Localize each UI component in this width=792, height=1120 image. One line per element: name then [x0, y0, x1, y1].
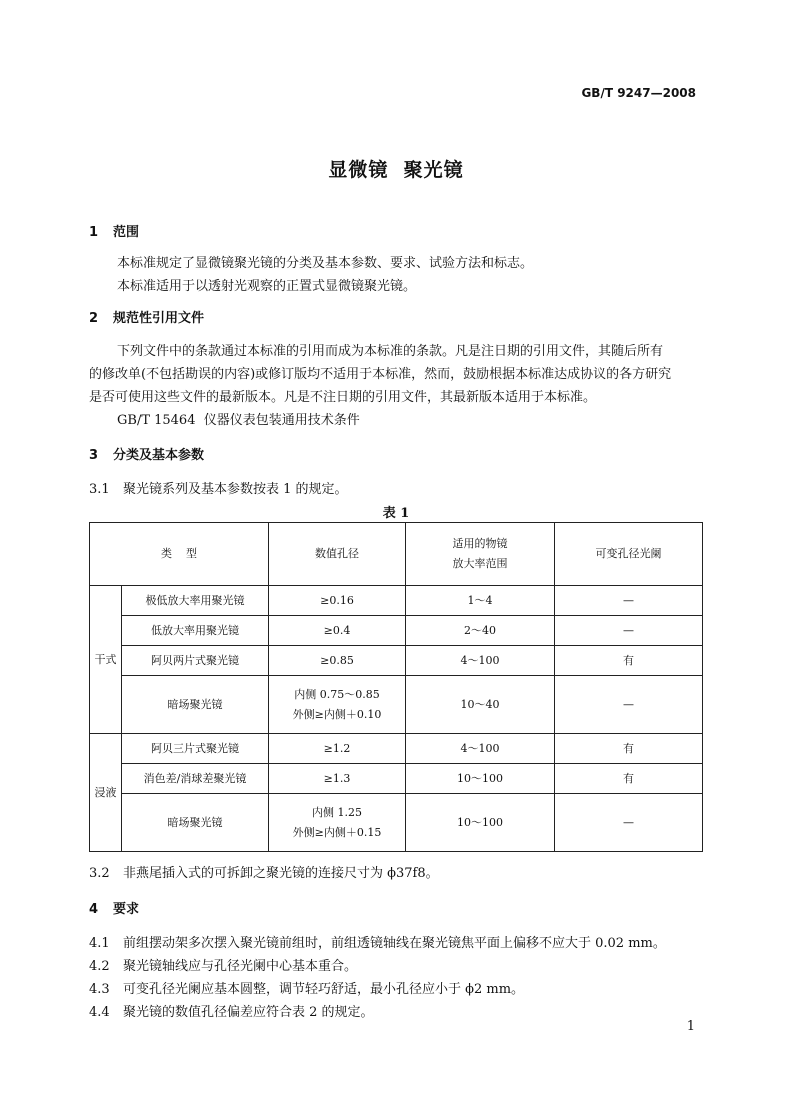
references-paragraph-line-3: 是否可使用这些文件的最新版本。凡是不注日期的引用文件，其最新版本适用于本标准。 — [89, 390, 597, 405]
table-row — [90, 646, 703, 676]
clause-text: 聚光镜轴线应与孔径光阑中心基本重合。 — [123, 959, 358, 974]
cell-magnification: 10～100 — [406, 764, 555, 794]
cell-magnification: 10～100 — [406, 794, 555, 852]
cell-type: 消色差/消球差聚光镜 — [122, 764, 269, 794]
clause-number: 4.1 — [89, 936, 110, 951]
header-numerical-aperture: 数值孔径 — [269, 523, 406, 586]
cell-type: 极低放大率用聚光镜 — [122, 586, 269, 616]
section-title: 范围 — [113, 225, 140, 240]
cell-na-inner: 内侧 1.25 — [312, 805, 362, 819]
clause-4-1 — [89, 932, 666, 951]
table-row — [90, 676, 703, 734]
clause-number: 4.3 — [89, 982, 110, 997]
header-magnification-line-1: 适用的物镜 — [452, 537, 508, 550]
cell-na: ≥1.2 — [269, 734, 406, 764]
header-magnification-line-2: 放大率范围 — [452, 557, 508, 570]
clause-3-2 — [89, 862, 439, 881]
clause-number: 4.4 — [89, 1005, 110, 1020]
table-row — [90, 586, 703, 616]
cell-na — [269, 676, 406, 734]
section-1-heading — [89, 221, 139, 240]
section-number: 1 — [89, 225, 99, 240]
scope-paragraph-1: 本标准规定了显微镜聚光镜的分类及基本参数、要求、试验方法和标志。 — [117, 256, 534, 271]
standard-number: GB/T 9247—2008 — [581, 86, 696, 100]
page-number: 1 — [686, 1019, 695, 1034]
cell-diaphragm: 有 — [555, 646, 703, 676]
clause-3-1 — [89, 478, 348, 497]
cell-diaphragm: 有 — [555, 764, 703, 794]
section-4-heading — [89, 898, 139, 917]
cell-na: ≥0.85 — [269, 646, 406, 676]
clause-text: 前组摆动架多次摆入聚光镜前组时，前组透镜轴线在聚光镜焦平面上偏移不应大于 0.02 mm。 — [123, 936, 666, 951]
clause-number: 3.2 — [89, 866, 110, 881]
cell-magnification: 10～40 — [406, 676, 555, 734]
document-title: 显微镜 聚光镜 — [328, 159, 464, 181]
cell-na — [269, 794, 406, 852]
cell-magnification: 2～40 — [406, 616, 555, 646]
clause-4-4 — [89, 1001, 374, 1020]
clause-4-2 — [89, 955, 357, 974]
scope-paragraph-2: 本标准适用于以透射光观察的正置式显微镜聚光镜。 — [117, 279, 417, 294]
references-paragraph-line-1: 下列文件中的条款通过本标准的引用而成为本标准的条款。凡是注日期的引用文件，其随后所有 — [117, 344, 664, 359]
group-dry: 干式 — [90, 586, 122, 734]
cell-diaphragm: — — [555, 676, 703, 734]
cell-diaphragm: 有 — [555, 734, 703, 764]
clause-text: 可变孔径光阑应基本圆整，调节轻巧舒适，最小孔径应小于 ϕ2 mm。 — [123, 982, 525, 997]
clause-text: 聚光镜系列及基本参数按表 1 的规定。 — [123, 482, 348, 497]
cell-na-outer: 外侧≥内侧＋0.10 — [292, 707, 382, 721]
table-row — [90, 764, 703, 794]
cell-type: 阿贝两片式聚光镜 — [122, 646, 269, 676]
cell-na: ≥0.16 — [269, 586, 406, 616]
cell-magnification: 4～100 — [406, 646, 555, 676]
references-paragraph-line-2: 的修改单(不包括勘误的内容)或修订版均不适用于本标准，然而，鼓励根据本标准达成协议的各方研究 — [89, 367, 672, 382]
section-2-heading — [89, 307, 204, 326]
clause-number: 3.1 — [89, 482, 110, 497]
cell-diaphragm: — — [555, 794, 703, 852]
section-number: 3 — [89, 448, 99, 463]
cell-type: 阿贝三片式聚光镜 — [122, 734, 269, 764]
header-variable-aperture-diaphragm: 可变孔径光阑 — [555, 523, 703, 586]
cell-magnification: 1～4 — [406, 586, 555, 616]
cell-na: ≥0.4 — [269, 616, 406, 646]
clause-4-3 — [89, 978, 524, 997]
table-row — [90, 616, 703, 646]
cell-type: 暗场聚光镜 — [122, 794, 269, 852]
group-immersion: 浸液 — [90, 734, 122, 852]
section-3-heading — [89, 444, 204, 463]
table-1-caption: 表 1 — [382, 506, 410, 521]
clause-number: 4.2 — [89, 959, 110, 974]
cell-type: 低放大率用聚光镜 — [122, 616, 269, 646]
cell-diaphragm: — — [555, 616, 703, 646]
section-title: 分类及基本参数 — [113, 448, 205, 463]
table-row — [90, 734, 703, 764]
header-type: 类 型 — [90, 523, 269, 586]
section-number: 2 — [89, 311, 99, 326]
clause-text: 聚光镜的数值孔径偏差应符合表 2 的规定。 — [123, 1005, 374, 1020]
cell-magnification: 4～100 — [406, 734, 555, 764]
table-header-row — [90, 523, 703, 586]
clause-text: 非燕尾插入式的可拆卸之聚光镜的连接尺寸为 ϕ37f8。 — [123, 866, 439, 881]
table-1 — [89, 522, 703, 852]
section-title: 规范性引用文件 — [113, 311, 205, 326]
table-row — [90, 794, 703, 852]
cell-na-inner: 内侧 0.75～0.85 — [294, 687, 380, 701]
cell-na-outer: 外侧≥内侧＋0.15 — [292, 825, 382, 839]
header-magnification-range — [406, 523, 555, 586]
section-number: 4 — [89, 902, 99, 917]
cell-type: 暗场聚光镜 — [122, 676, 269, 734]
cell-na: ≥1.3 — [269, 764, 406, 794]
cell-diaphragm: — — [555, 586, 703, 616]
reference-item: GB/T 15464 仪器仪表包装通用技术条件 — [117, 413, 360, 428]
section-title: 要求 — [113, 902, 140, 917]
